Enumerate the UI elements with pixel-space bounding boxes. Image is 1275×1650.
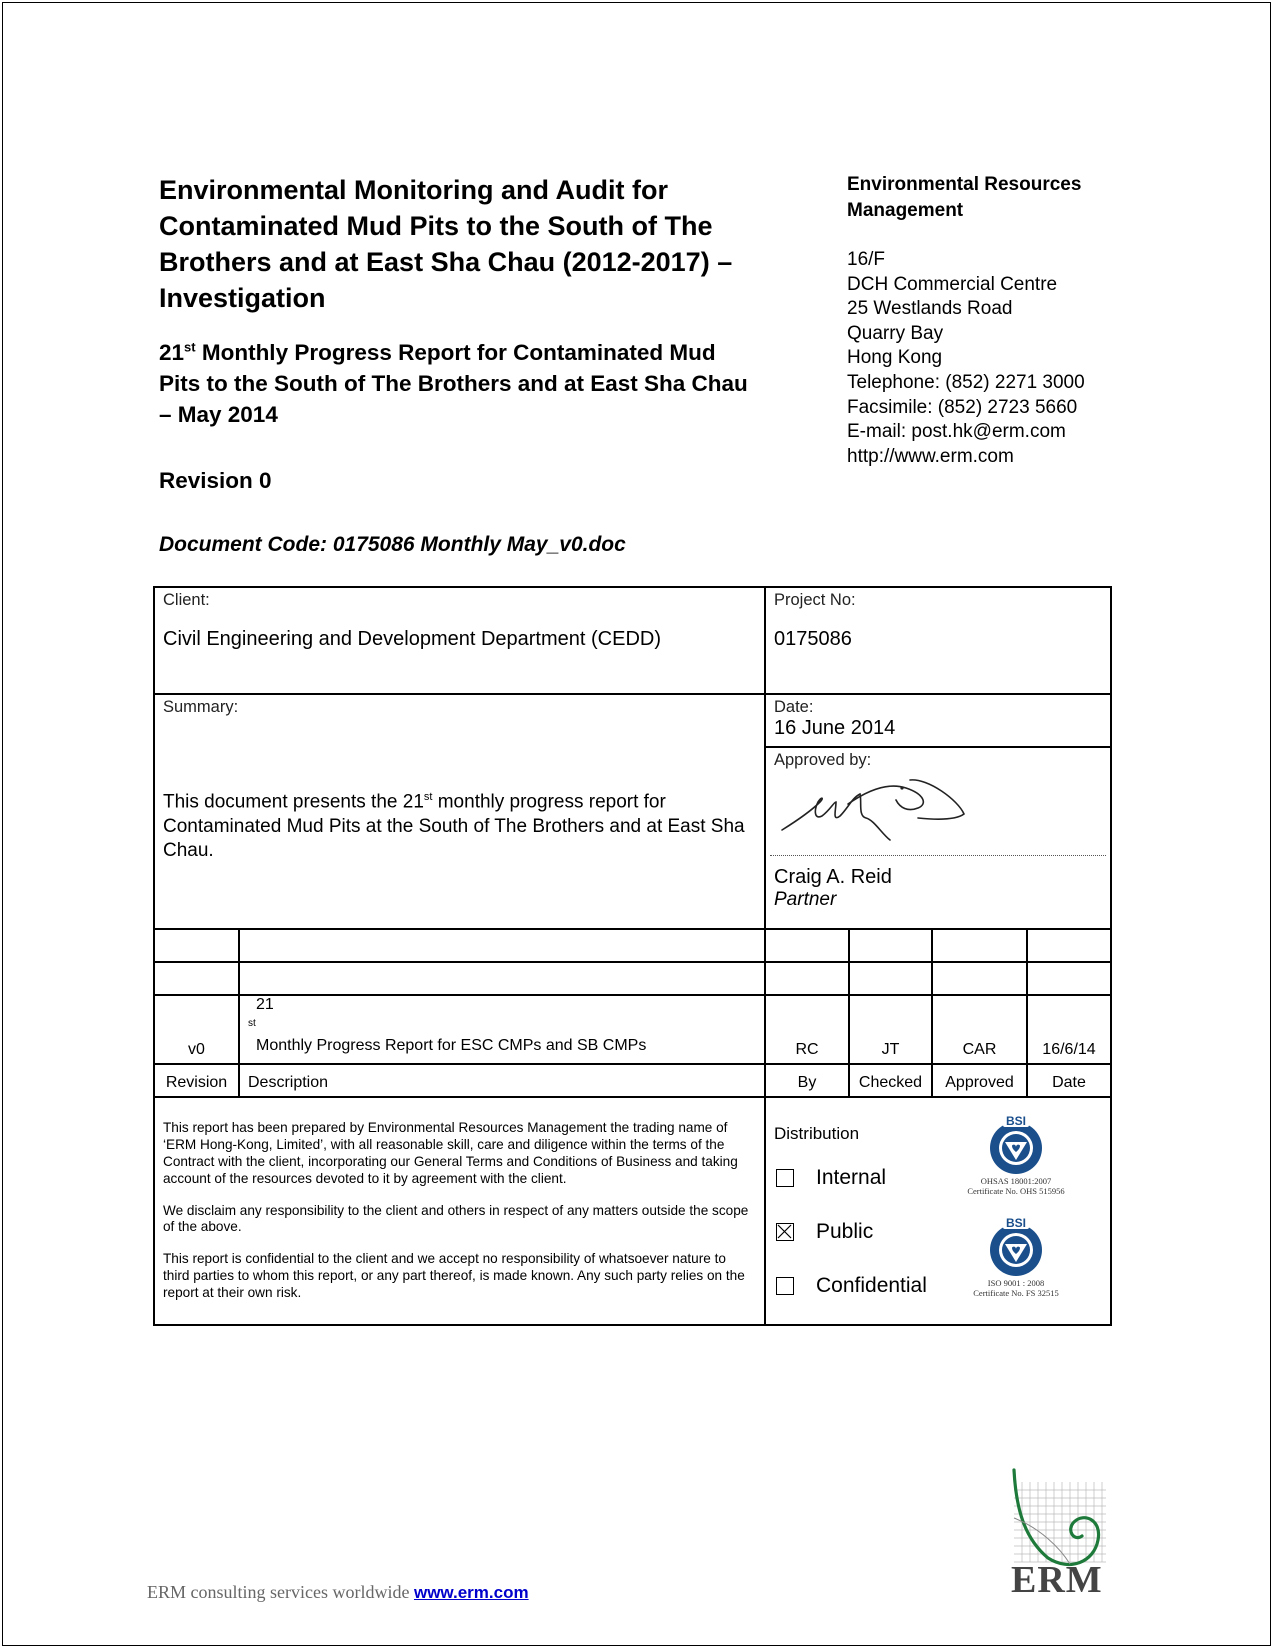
address-line: Quarry Bay xyxy=(847,322,944,344)
subtitle-text: Monthly Progress Report for Contaminated Mud Pits to the South of The Brothers and at East Sha Chau – May 2014 xyxy=(159,340,748,427)
facsimile: Facsimile: (852) 2723 5660 xyxy=(847,396,1078,418)
revision-number: v0 xyxy=(188,1041,205,1059)
approver-name: Craig A. Reid xyxy=(774,866,892,888)
certification-number: Certificate No. OHS 515956 xyxy=(967,1186,1065,1197)
revision-description-suffix: st xyxy=(248,1018,256,1029)
revision-empty-row xyxy=(154,929,1111,962)
telephone: Telephone: (852) 2271 3000 xyxy=(847,371,1085,393)
revision-checked: JT xyxy=(881,1041,900,1059)
project-cell xyxy=(765,587,1111,694)
date-value: 16 June 2014 xyxy=(774,717,896,739)
internal-label: Internal xyxy=(816,1166,887,1190)
address-line: Hong Kong xyxy=(847,347,943,369)
revision-date: 16/6/14 xyxy=(1042,1041,1096,1059)
header-revision: Revision xyxy=(165,1074,228,1092)
client-value: Civil Engineering and Development Department (CEDD) xyxy=(163,628,661,650)
header-by: By xyxy=(797,1074,817,1092)
document-code: Document Code: 0175086 Monthly May_v0.doc xyxy=(159,533,626,556)
distribution-label: Distribution xyxy=(774,1124,860,1144)
public-label: Public xyxy=(816,1220,874,1244)
company-name-line: Environmental Resources xyxy=(847,174,1082,195)
signature-area xyxy=(770,770,1106,856)
bsi-iso-certification xyxy=(966,1216,1066,1298)
approval-cell xyxy=(765,747,1111,929)
date-label: Date: xyxy=(774,698,814,716)
email: E-mail: post.hk@erm.com xyxy=(847,421,1066,443)
revision-approved: CAR xyxy=(962,1041,997,1059)
summary-ordinal-suffix: st xyxy=(423,791,433,803)
summary-text-post: monthly progress report for Contaminated Mud Pits at the South of The Brothers and at East Sha Chau. xyxy=(163,791,745,862)
confidential-label: Confidential xyxy=(816,1274,927,1298)
certification-standard: ISO 9001 : 2008 xyxy=(987,1278,1045,1289)
public-checkbox[interactable] xyxy=(776,1223,794,1241)
certification-number: Certificate No. FS 32515 xyxy=(973,1288,1059,1299)
address-line: 25 Westlands Road xyxy=(847,298,1013,320)
revision-header-row xyxy=(154,1064,1111,1097)
bsi-ohsas-certification xyxy=(966,1114,1066,1196)
header-approved: Approved xyxy=(945,1074,1014,1092)
distribution-cell xyxy=(765,1097,1111,1325)
footer-tagline xyxy=(147,1582,529,1603)
disclaimer-paragraph: This report has been prepared by Environmental Resources Management the trading name of ‘ERM Hong-Kong, Limited’, with all reasonable skill, care and diligence within the terms of the Contract with the client, incorporating our General Terms and Conditions of Business and taking account of the resources devoted to it by agreement with the client. xyxy=(163,1120,738,1186)
bsi-logo-icon xyxy=(981,1216,1051,1278)
revision-description xyxy=(240,996,764,1063)
bsi-badge-text: BSI xyxy=(1005,1114,1027,1129)
summary-label: Summary: xyxy=(163,698,239,716)
revision-description-number: 21 xyxy=(256,996,274,1013)
approver-title: Partner xyxy=(774,889,837,910)
address-line: 16/F xyxy=(847,249,886,270)
header-description: Description xyxy=(248,1074,329,1092)
project-number: 0175086 xyxy=(774,628,852,650)
report-subtitle xyxy=(159,337,759,430)
footer-website-link[interactable]: www.erm.com xyxy=(413,1583,529,1602)
company-name xyxy=(847,172,1147,224)
erm-logo-text: ERM xyxy=(1011,1559,1103,1601)
disclaimer-paragraph: We disclaim any responsibility to the client and others in respect of any matters outside the scope of the above. xyxy=(163,1202,749,1235)
revision-label: Revision 0 xyxy=(159,468,272,493)
header-checked: Checked xyxy=(858,1074,923,1092)
revision-row xyxy=(154,995,1111,1064)
approved-by-label: Approved by: xyxy=(774,751,872,769)
disclaimer-paragraph: This report is confidential to the client and we accept no responsibility of whatsoever nature to third parties to whom this report, or any part thereof, is made known. Any such party relies on the report at their own risk. xyxy=(163,1251,745,1300)
bsi-badge-text: BSI xyxy=(1005,1216,1027,1231)
client-label: Client: xyxy=(163,591,210,609)
footer-text: ERM consulting services worldwide xyxy=(147,1582,414,1602)
subtitle-number: 21 xyxy=(159,340,185,365)
internal-checkbox[interactable] xyxy=(776,1169,794,1187)
revision-empty-row xyxy=(154,962,1111,995)
report-title: Environmental Monitoring and Audit for Contaminated Mud Pits to the South of The Brothers and at East Sha Chau (2012-2017) – Investigation xyxy=(159,175,733,313)
bsi-logo-icon xyxy=(981,1114,1051,1176)
signature-image xyxy=(778,770,978,855)
company-address xyxy=(847,248,1147,469)
summary-text xyxy=(163,785,756,864)
revision-by: RC xyxy=(795,1041,819,1059)
client-cell xyxy=(154,587,765,694)
summary-number: 21 xyxy=(402,791,424,813)
website-link[interactable]: http://www.erm.com xyxy=(847,445,1014,467)
document-control-table xyxy=(153,586,1112,1326)
company-name-line: Management xyxy=(847,200,964,221)
address-line: DCH Commercial Centre xyxy=(847,273,1058,295)
checkmark-x-icon xyxy=(777,1224,792,1239)
date-cell xyxy=(765,694,1111,747)
header-date: Date xyxy=(1052,1074,1086,1092)
disclaimer-cell xyxy=(154,1097,765,1325)
revision-description-text: Monthly Progress Report for ESC CMPs and SB CMPs xyxy=(256,1037,647,1055)
summary-cell xyxy=(154,694,765,929)
subtitle-ordinal-suffix: st xyxy=(184,339,196,355)
confidential-checkbox[interactable] xyxy=(776,1277,794,1295)
project-label: Project No: xyxy=(774,591,856,609)
certification-standard: OHSAS 18001:2007 xyxy=(980,1176,1052,1187)
summary-text-pre: This document presents the xyxy=(163,791,403,813)
